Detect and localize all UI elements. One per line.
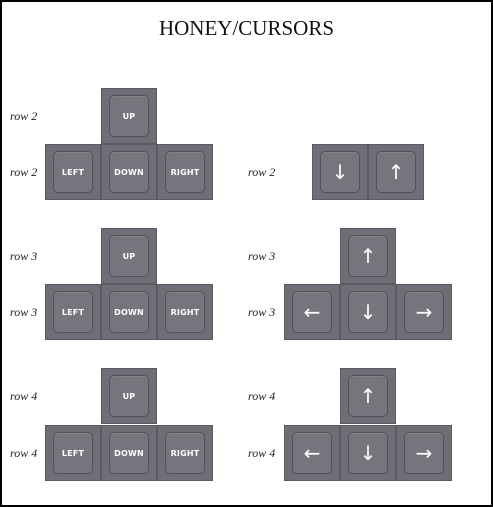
keycap-up-arrow bbox=[368, 144, 424, 200]
arrow-down-icon: ↓ bbox=[331, 160, 349, 184]
keycap-down-arrow bbox=[340, 425, 396, 481]
keycap-left bbox=[45, 144, 101, 200]
keycap-right-arrow bbox=[396, 284, 452, 340]
keycap-legend: DOWN bbox=[114, 167, 144, 177]
arrow-left-icon: ← bbox=[303, 300, 321, 324]
row-label: row 3 bbox=[10, 249, 38, 263]
keycap-legend: LEFT bbox=[61, 167, 85, 177]
keycap-up-arrow bbox=[340, 228, 396, 284]
keycap-down bbox=[101, 144, 157, 200]
arrow-down-icon: ↓ bbox=[359, 300, 377, 324]
arrow-up-icon: ↑ bbox=[359, 384, 377, 408]
keycap-right-arrow bbox=[396, 425, 452, 481]
keycap-up bbox=[101, 368, 157, 424]
keycap-up-arrow bbox=[340, 368, 396, 424]
keycap-up bbox=[101, 228, 157, 284]
keycap-legend: UP bbox=[122, 391, 136, 401]
keycap-right bbox=[157, 144, 213, 200]
page-title: HONEY/CURSORS bbox=[158, 16, 335, 40]
keycap-right bbox=[157, 425, 213, 481]
keycap-legend: LEFT bbox=[61, 307, 85, 317]
arrow-right-icon: → bbox=[415, 441, 433, 465]
keycap-left-arrow bbox=[284, 284, 340, 340]
row-label: row 4 bbox=[248, 389, 276, 403]
keycap-legend: DOWN bbox=[114, 448, 144, 458]
keycap-legend: UP bbox=[122, 251, 136, 261]
keycap-legend: RIGHT bbox=[170, 167, 200, 177]
arrow-up-icon: ↑ bbox=[387, 160, 405, 184]
keycap-legend: RIGHT bbox=[170, 307, 200, 317]
arrow-right-icon: → bbox=[415, 300, 433, 324]
row-label: row 4 bbox=[10, 446, 38, 460]
arrow-down-icon: ↓ bbox=[359, 441, 377, 465]
row-label: row 4 bbox=[248, 446, 276, 460]
row-label: row 3 bbox=[248, 305, 276, 319]
row-label: row 3 bbox=[10, 305, 38, 319]
keycap-right bbox=[157, 284, 213, 340]
row-label: row 2 bbox=[248, 165, 276, 179]
keycap-down bbox=[101, 284, 157, 340]
arrow-up-icon: ↑ bbox=[359, 244, 377, 268]
keycap-legend: UP bbox=[122, 111, 136, 121]
arrow-left-icon: ← bbox=[303, 441, 321, 465]
keycap-legend: LEFT bbox=[61, 448, 85, 458]
keycap-down-arrow bbox=[340, 284, 396, 340]
row-label: row 2 bbox=[10, 109, 38, 123]
keycap-left bbox=[45, 284, 101, 340]
keycap-left bbox=[45, 425, 101, 481]
row-label: row 4 bbox=[10, 389, 38, 403]
keycap-legend: RIGHT bbox=[170, 448, 200, 458]
keycap-up bbox=[101, 88, 157, 144]
row-label: row 2 bbox=[10, 165, 38, 179]
keycap-down-arrow bbox=[312, 144, 368, 200]
keycap-legend: DOWN bbox=[114, 307, 144, 317]
keycap-down bbox=[101, 425, 157, 481]
keycap-left-arrow bbox=[284, 425, 340, 481]
row-label: row 3 bbox=[248, 249, 276, 263]
